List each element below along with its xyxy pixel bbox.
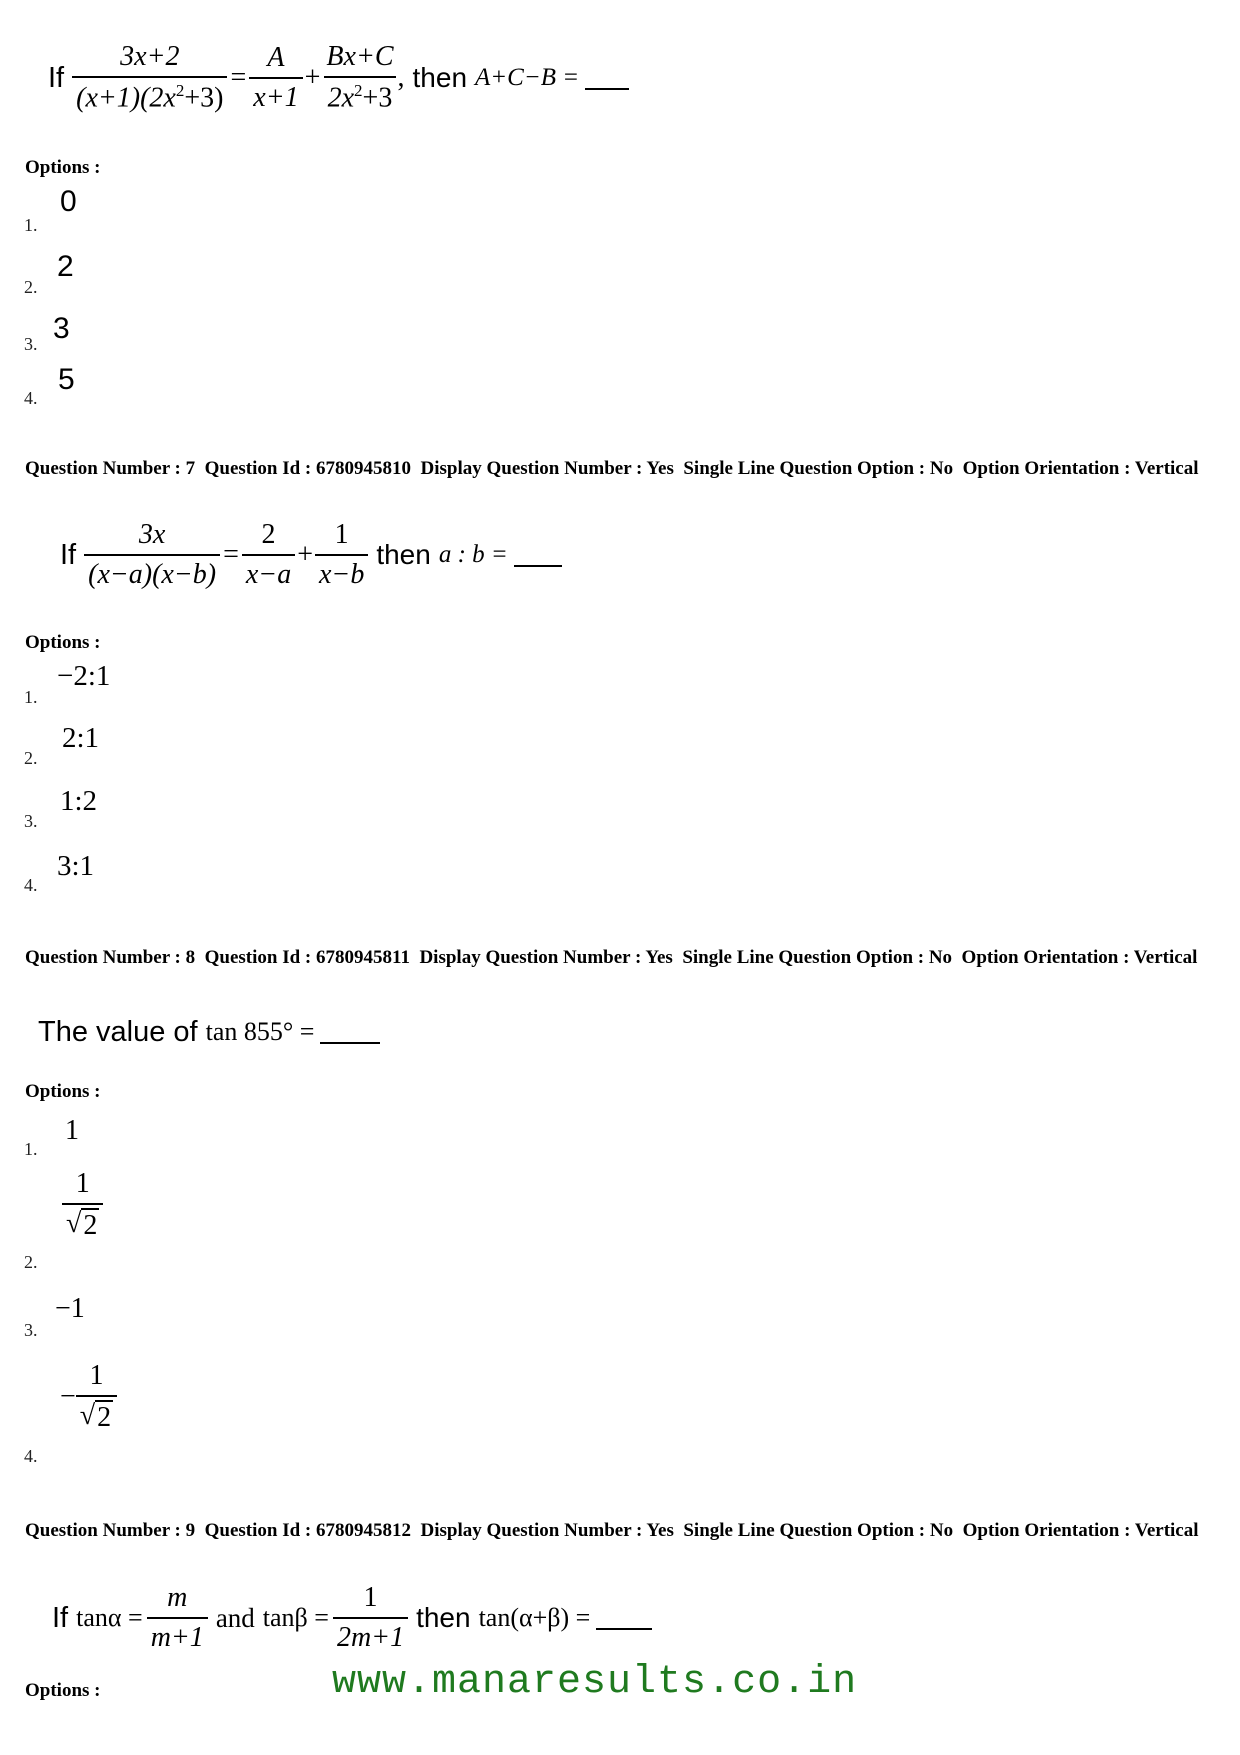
q9-answer-blank [596, 1606, 652, 1630]
q7-option-4-number: 4. [24, 875, 38, 895]
q9-term1-fraction: $\frac{m}{m+1}$ [147, 1582, 208, 1654]
q6-stem: If $\frac{3x+2}{(x+1)(2x^2+3)}$ = $\frac{A}{x+1}$ + $\frac{Bx+C}{2x^2+3}$ , then A+C−B = [48, 38, 629, 118]
q7-option-2-value: 2:1 [62, 722, 100, 754]
q9-options-label: Options : [25, 1680, 101, 1701]
q8-option-1-value: 1 [65, 1115, 79, 1146]
q6-result-expr: A+C−B = [475, 64, 580, 91]
q7-header: Question Number : 7 Question Id : 6780945810 Display Question Number : Yes Single Line Question Option : No Option Orientation : Vertical [25, 458, 1199, 479]
q9-result-expr: tan(α+β) = [478, 1603, 591, 1632]
q8-option-4-value: − 1 √ 2 [60, 1360, 117, 1434]
q8-option-2-value: 1 √ 2 [62, 1168, 103, 1242]
q6-if: If [48, 61, 65, 94]
q9-tan-alpha: tanα = [76, 1603, 143, 1632]
q7-options-label: Options : [25, 632, 101, 653]
q8-answer-blank [320, 1020, 380, 1044]
q6-term1-fraction: $\frac{A}{x+1}$ [249, 42, 302, 114]
q7-stem: If $\frac{3x}{(x-a)(x-b)}$ = $\frac{2}{x-a}$ + $\frac{1}{x-b}$ then a : b = [60, 515, 562, 595]
q6-options-label: Options : [25, 157, 101, 178]
q8-option-3-value: −1 [55, 1293, 85, 1324]
q7-option-3-value: 1:2 [60, 785, 98, 817]
q7-term2-fraction: $\frac{1}{x-b}$ [315, 519, 368, 591]
q6-option-1-number: 1. [24, 215, 38, 235]
q7-option-3-number: 3. [24, 811, 38, 831]
q9-header: Question Number : 9 Question Id : 6780945812 Display Question Number : Yes Single Line Question Option : No Option Orientation : Vertical [25, 1520, 1199, 1541]
q6-option-4-value: 5 [58, 363, 75, 396]
q7-option-4-value: 3:1 [57, 850, 95, 882]
q9-stem: If tanα = $\frac{m}{m+1}$ and tanβ = $\frac{1}{2m+1}$ then tan(α+β) = [52, 1578, 652, 1658]
q7-result-expr: a : b = [438, 541, 508, 568]
watermark-url: www.manaresults.co.in [332, 1660, 858, 1705]
q6-answer-blank [585, 66, 629, 90]
q8-expr: tan 855° = [205, 1017, 315, 1046]
q7-option-2-number: 2. [24, 748, 38, 768]
q6-option-2-number: 2. [24, 277, 38, 297]
q6-option-3-value: 3 [53, 312, 70, 345]
q7-option-1-value: −2:1 [57, 660, 111, 692]
q8-options-label: Options : [25, 1081, 101, 1102]
q7-term1-fraction: $\frac{2}{x-a}$ [242, 519, 295, 591]
q9-tan-beta: tanβ = [262, 1603, 329, 1632]
q6-lhs-fraction: $\frac{3x+2}{(x+1)(2x^2+3)}$ [72, 41, 227, 114]
q6-option-1-value: 0 [60, 185, 77, 218]
q7-lhs-fraction: $\frac{3x}{(x-a)(x-b)}$ [84, 519, 220, 591]
q8-header: Question Number : 8 Question Id : 6780945811 Display Question Number : Yes Single Line Question Option : No Option Orientation : Vertical [25, 947, 1198, 968]
q8-stem: The value of tan 855° = [38, 1010, 380, 1054]
q9-term2-fraction: $\frac{1}{2m+1}$ [333, 1582, 408, 1654]
q6-option-4-number: 4. [24, 388, 38, 408]
q8-option-1-number: 1. [24, 1139, 38, 1159]
q6-option-3-number: 3. [24, 334, 38, 354]
q7-answer-blank [514, 543, 562, 567]
q8-option-2-number: 2. [24, 1252, 38, 1272]
q7-option-1-number: 1. [24, 687, 38, 707]
q8-option-3-number: 3. [24, 1320, 38, 1340]
q6-term2-fraction: $\frac{Bx+C}{2x^2+3}$ [322, 41, 397, 114]
q6-then: then [412, 62, 468, 93]
q6-option-2-value: 2 [57, 250, 74, 283]
q8-option-4-number: 4. [24, 1446, 38, 1466]
